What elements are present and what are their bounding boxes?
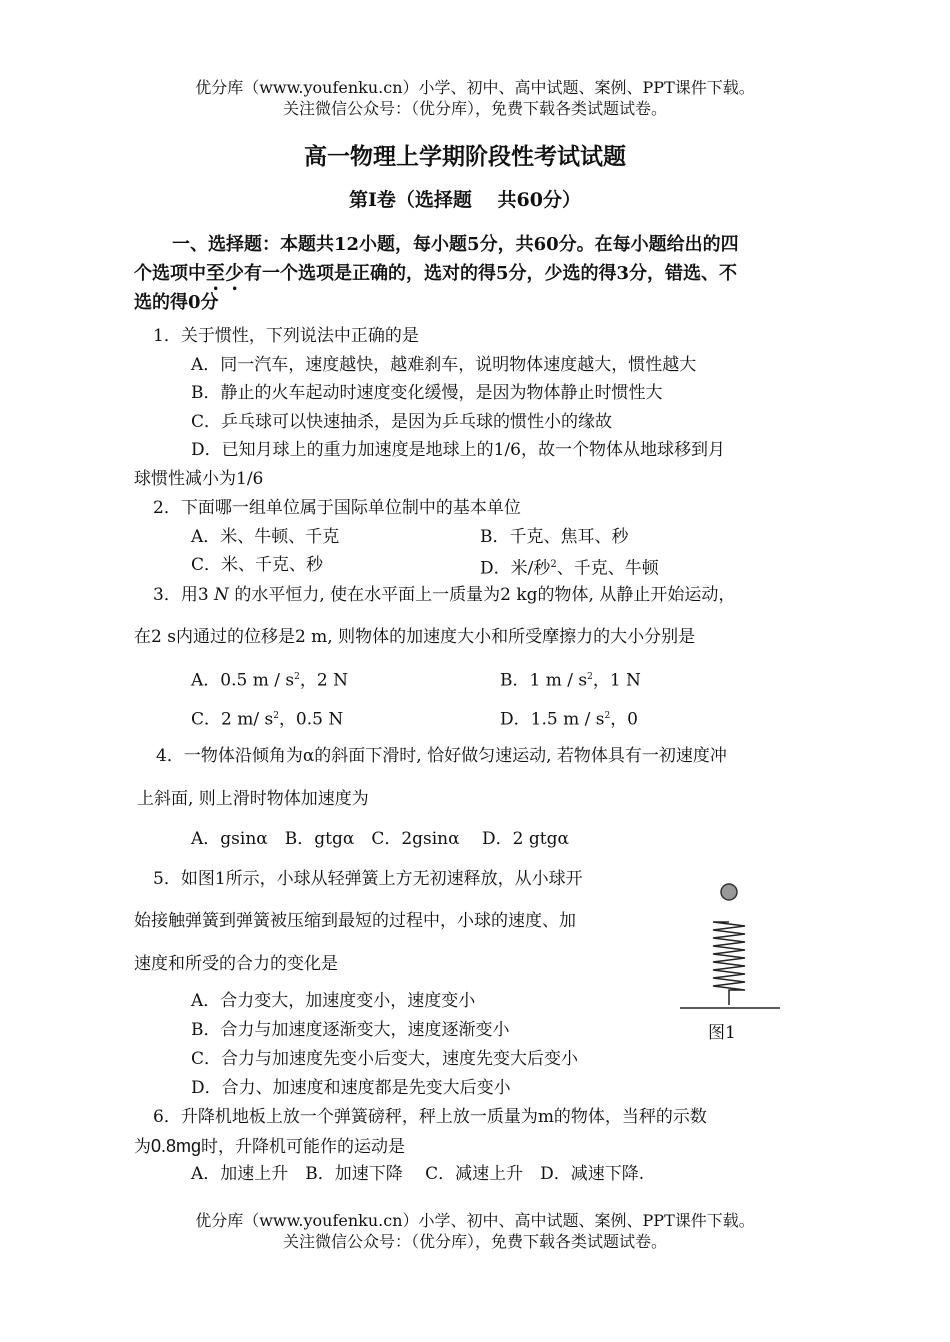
figure-1-label: 图1 — [708, 1023, 736, 1043]
spring-icon — [713, 922, 745, 1005]
q2-option-b: B．千克、焦耳、秒 — [480, 527, 629, 547]
q6-stem: 6．升降机地板上放一个弹簧磅秤，秤上放一质量为m的物体，当秤的示数 — [153, 1107, 707, 1127]
q3-d-post: ，0 — [610, 709, 639, 730]
q3-a-post: ，2 N — [299, 670, 348, 691]
q3-b-pre: B．1 m / s — [500, 670, 588, 691]
q3-stem — [153, 584, 735, 606]
instructions-line-2 — [134, 262, 737, 295]
q5-stem: 5．如图1所示，小球从轻弹簧上方无初速释放，从小球开 — [153, 869, 583, 889]
q2-option-c: C．米、千克、秒 — [191, 555, 324, 575]
q6-stem-2-value: 0.8mg — [151, 1136, 202, 1156]
figure-1-spring-ball — [676, 878, 786, 1018]
instructions-line-3: 选的得0分 — [134, 292, 219, 313]
q2-stem: 2．下面哪一组单位属于国际单位制中的基本单位 — [153, 498, 521, 518]
q2-d-pre: D．米/秒 — [480, 558, 551, 579]
q3-a-pre: A．0.5 m / s — [191, 670, 295, 691]
q5-option-a: A．合力变大，加速度变小，速度变小 — [191, 991, 476, 1011]
q3-c-pre: C．2 m/ s — [191, 709, 274, 730]
q3-d-sup: 2 — [604, 711, 611, 721]
q1-option-a: A．同一汽车，速度越快，越难刹车，说明物体速度越大，惯性越大 — [191, 355, 697, 375]
q1-option-b: B．静止的火车起动时速度变化缓慢，是因为物体静止时惯性大 — [191, 383, 663, 403]
q4-options: A．gsinα B．gtgα C．2gsinα D．2 gtgα — [191, 829, 569, 849]
q2-option-a: A．米、牛顿、千克 — [191, 527, 340, 547]
ball-icon — [721, 884, 737, 900]
q1-option-d: D．已知月球上的重力加速度是地球上的1/6，故一个物体从地球移到月 — [191, 440, 725, 460]
q1-stem: 1．关于惯性，下列说法中正确的是 — [153, 326, 419, 346]
q3-stem-unit: N — [214, 585, 229, 605]
q3-stem-post: 的水平恒力, 使在水平面上一质量为2 kg的物体, 从静止开始运动， — [228, 585, 736, 605]
section-subtitle: 第Ⅰ卷（选择题 共60分） — [349, 189, 581, 211]
page-title: 高一物理上学期阶段性考试试题 — [304, 143, 626, 170]
q1-option-d-cont: 球惯性减小为1/6 — [134, 469, 264, 489]
q3-stem-pre: 3．用3 — [153, 585, 215, 605]
instructions-line-2-post: 有一个选项是正确的，选对的得5分，少选的得3分，错选、不 — [244, 263, 738, 284]
q6-stem-2-post: 时，升降机可能作的运动是 — [201, 1137, 406, 1157]
q5-option-d: D．合力、加速度和速度都是先变大后变小 — [191, 1078, 511, 1098]
q3-stem-2: 在2 s内通过的位移是2 m, 则物体的加速度大小和所受摩擦力的大小分别是 — [134, 627, 696, 647]
q3-d-pre: D．1.5 m / s — [500, 709, 605, 730]
emphasis-at-least: 至少 — [206, 262, 245, 284]
q5-stem-2: 始接触弹簧到弹簧被压缩到最短的过程中，小球的速度、加 — [134, 911, 576, 931]
q3-option-a — [191, 666, 348, 692]
q6-options: A．加速上升 B．加速下降 C．减速上升 D．减速下降. — [191, 1164, 645, 1184]
instructions-line-1: 一、选择题：本题共12小题，每小题5分，共60分。在每小题给出的四 — [172, 234, 739, 255]
q4-stem: 4．一物体沿倾角为α的斜面下滑时, 恰好做匀速运动, 若物体具有一初速度冲 — [156, 746, 727, 766]
q5-option-c: C．合力与加速度先变小后变大，速度先变大后变小 — [191, 1049, 579, 1069]
q4-stem-2: 上斜面, 则上滑时物体加速度为 — [137, 789, 369, 809]
q3-b-sup: 2 — [587, 672, 593, 682]
q6-stem-2-pre: 为 — [134, 1137, 151, 1157]
header-line-2: 关注微信公众号：（优分库），免费下载各类试题试卷。 — [282, 99, 667, 118]
q3-c-post: ，0.5 N — [278, 709, 344, 730]
q5-stem-3: 速度和所受的合力的变化是 — [134, 954, 338, 974]
q2-d-post: 、千克、牛顿 — [556, 558, 659, 579]
header-line-1: 优分库（www.youfenku.cn）小学、初中、高中试题、案例、PPT课件下载。 — [195, 78, 755, 97]
q3-c-sup: 2 — [273, 711, 279, 721]
q1-option-c: C．乒乓球可以快速抽杀，是因为乒乓球的惯性小的缘故 — [191, 412, 613, 432]
q6-stem-2 — [134, 1135, 405, 1158]
instructions-line-2-pre: 个选项中 — [134, 263, 206, 284]
q2-option-d — [480, 554, 659, 580]
footer-line-1: 优分库（www.youfenku.cn）小学、初中、高中试题、案例、PPT课件下载。 — [195, 1211, 755, 1230]
q5-option-b: B．合力与加速度逐渐变大，速度逐渐变小 — [191, 1020, 510, 1040]
q3-option-b — [500, 666, 641, 692]
q3-b-post: ，1 N — [592, 670, 641, 691]
q3-a-sup: 2 — [294, 672, 300, 682]
q3-option-d — [500, 705, 638, 731]
q3-option-c — [191, 705, 343, 731]
footer-line-2: 关注微信公众号：（优分库），免费下载各类试题试卷。 — [282, 1232, 667, 1251]
q2-d-sup: 2 — [550, 559, 557, 570]
